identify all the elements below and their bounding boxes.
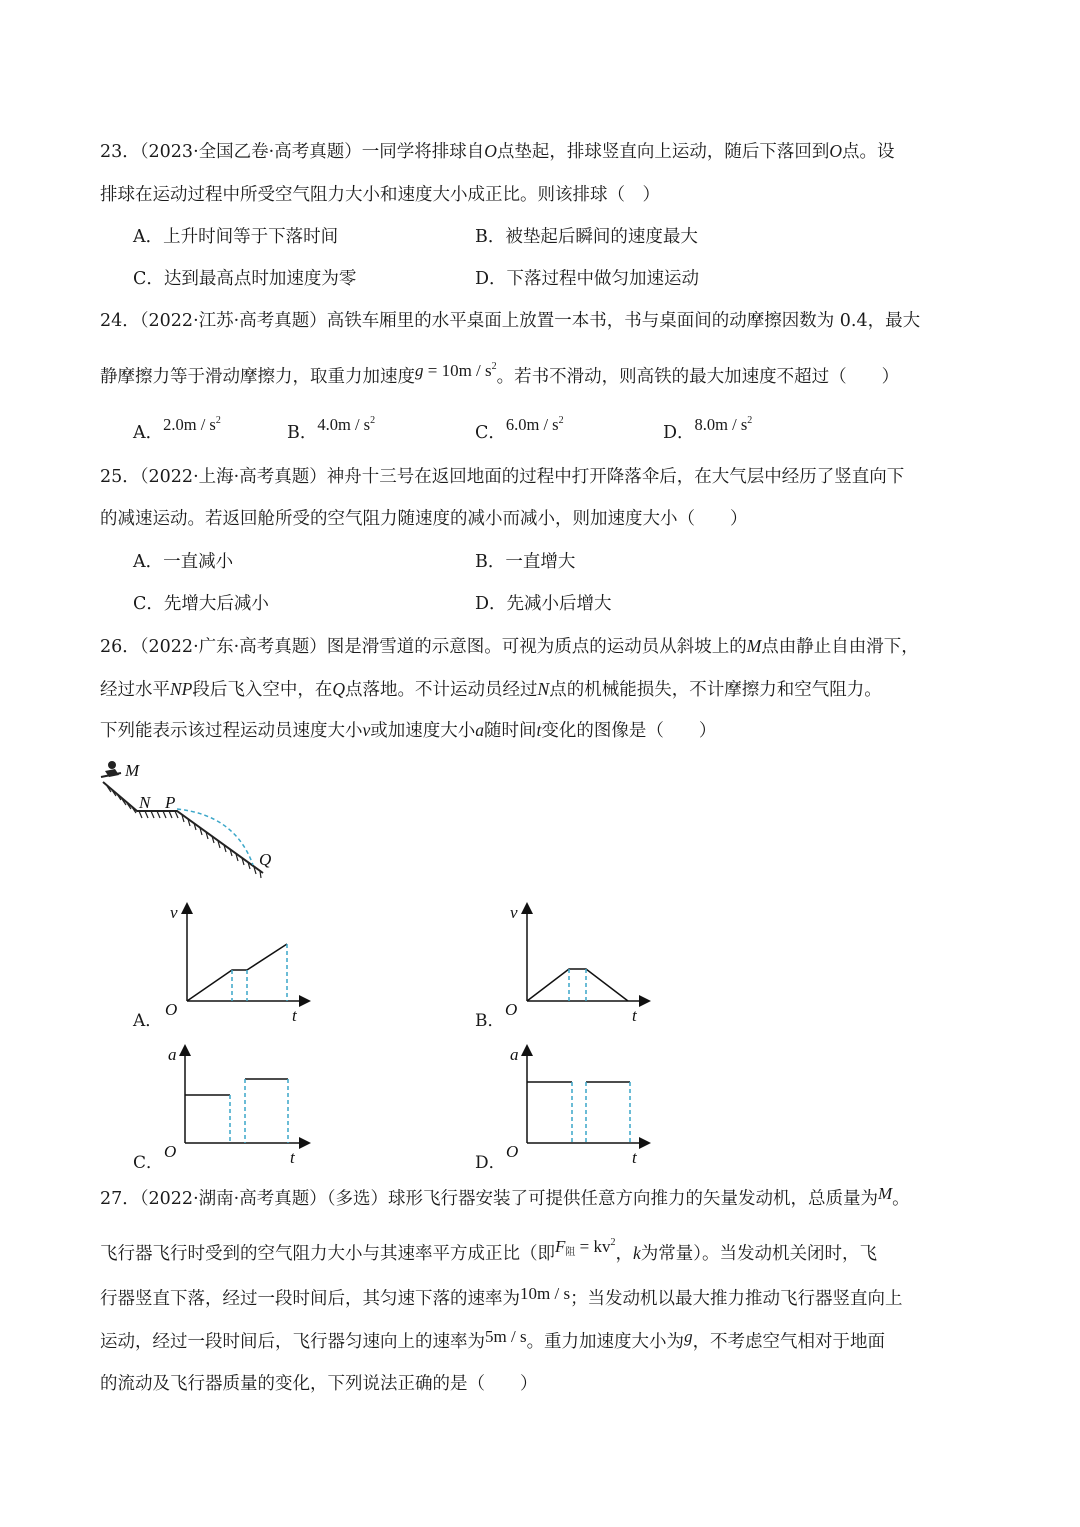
symbol-g: g	[684, 1327, 693, 1346]
q23-line2: 排球在运动过程中所受空气阻力大小和速度大小成正比。则该排球（ ）	[100, 185, 660, 205]
q24-option-d[interactable]	[663, 415, 753, 443]
label-n: N	[139, 793, 151, 812]
ski-slope-figure	[95, 755, 295, 885]
q24-text: 。若书不滑动，则高铁的最大加速度不超过（ ）	[496, 367, 900, 387]
q25-option-a[interactable]: A．一直减小	[133, 552, 234, 572]
v-t-curve	[527, 969, 628, 1001]
q23-option-b[interactable]: B．被垫起后瞬间的速度最大	[475, 227, 698, 247]
speed-value: 5m / s	[485, 1327, 527, 1346]
exponent: 2	[491, 361, 497, 372]
q25-text: 神舟十三号在返回地面的过程中打开降落伞后，在大气层中经历了竖直向下	[326, 467, 905, 487]
point-q: Q	[332, 679, 346, 699]
origin-label: O	[505, 1000, 518, 1019]
q25-option-b[interactable]: B．一直增大	[475, 552, 576, 572]
graph-a[interactable]	[160, 898, 310, 1028]
symbol-f: F	[555, 1237, 566, 1256]
symbol-k: k	[632, 1243, 641, 1263]
q26-text: 经过水平	[100, 680, 170, 700]
exponent: 2	[215, 415, 221, 426]
q25-source: （2022·上海·高考真题）	[139, 467, 327, 487]
q23-text: 一同学将排球自	[361, 142, 485, 162]
x-axis-label: t	[290, 1148, 295, 1167]
option-value	[317, 415, 375, 434]
graph-d-label[interactable]: D．	[475, 1153, 506, 1173]
q26-line3	[100, 722, 716, 741]
label-m: M	[125, 761, 140, 780]
v-t-curve	[187, 944, 287, 1001]
q27-line5: 的流动及飞行器质量的变化，下列说法正确的是（ ）	[100, 1374, 538, 1394]
q27-text: （多选）球形飞行器安装了可提供任意方向推力的矢量发动机，总质量为	[326, 1189, 878, 1209]
q23-text: 点垫起，排球竖直向上运动，随后下落回到	[496, 142, 830, 162]
exponent: 2	[747, 415, 753, 426]
y-axis-label: a	[168, 1045, 177, 1064]
q23-source: （2023·全国乙卷·高考真题）	[139, 142, 362, 162]
origin-label: O	[164, 1142, 177, 1161]
q24-text: 高铁车厢里的水平桌面上放置一本书，书与桌面间的动摩擦因数为 0.4，最大	[326, 311, 921, 331]
point-o: O	[829, 141, 842, 161]
x-axis-label: t	[292, 1006, 297, 1025]
graph-d[interactable]	[502, 1040, 652, 1170]
q26-text: 随时间	[484, 721, 537, 741]
q26-text: 点的机械能损失，不计摩擦力和空气阻力。	[549, 680, 882, 700]
q24-line2	[100, 361, 900, 387]
value-text: 2.0m / s	[163, 415, 216, 434]
graph-b[interactable]	[502, 898, 652, 1028]
exponent: 2	[610, 1237, 616, 1248]
q27-text: 。重力加速度大小为	[526, 1332, 685, 1352]
q27-number: 27．	[100, 1189, 140, 1209]
option-label: D．	[663, 423, 695, 443]
option-value	[163, 415, 221, 434]
q23-option-a[interactable]: A．上升时间等于下落时间	[133, 227, 339, 247]
slope-hatching	[107, 786, 261, 878]
q26-text: 点由静止自由滑下，	[761, 637, 919, 657]
q24-text: 静摩擦力等于滑动摩擦力，取重力加速度	[100, 367, 415, 387]
graph-c[interactable]	[160, 1040, 310, 1170]
q26-text: 图是滑雪道的示意图。可视为质点的运动员从斜坡上的	[326, 637, 747, 657]
option-label: C．	[475, 423, 506, 443]
q27-text: 为常量）。当发动机关闭时，飞	[640, 1244, 878, 1264]
q24-source: （2022·江苏·高考真题）	[139, 311, 327, 331]
subscript: 阻	[565, 1247, 576, 1258]
q27-text: 。	[892, 1189, 910, 1209]
q27-line3	[100, 1284, 903, 1309]
q27-line1	[100, 1184, 910, 1209]
q27-text: 运动，经过一段时间后，飞行器匀速向上的速率为	[100, 1332, 485, 1352]
q23-line1	[100, 143, 894, 162]
q26-text: 点落地。不计运动员经过	[345, 680, 538, 700]
skier-icon	[101, 761, 121, 777]
option-value	[695, 415, 753, 434]
q23-text: 点。设	[841, 142, 895, 162]
q23-option-d[interactable]: D．下落过程中做匀加速运动	[475, 269, 700, 289]
exponent: 2	[558, 415, 564, 426]
value-text: 6.0m / s	[505, 415, 559, 434]
speed-value: 10m / s	[520, 1284, 571, 1303]
graph-c-label[interactable]: C．	[133, 1153, 164, 1173]
q24-line1	[100, 313, 920, 331]
q26-line1	[100, 638, 919, 657]
q24-number: 24．	[100, 311, 140, 331]
q23-number: 23．	[100, 142, 140, 162]
q26-text: 或加速度大小	[370, 721, 476, 741]
q27-line2	[100, 1237, 878, 1265]
gravity-formula	[415, 361, 497, 380]
g-symbol: g	[415, 361, 424, 380]
option-label: A．	[133, 423, 164, 443]
q27-text: 行器竖直下落，经过一段时间后，其匀速下落的速率为	[100, 1289, 520, 1309]
formula-rhs: = kv	[579, 1237, 611, 1256]
option-value	[506, 415, 564, 434]
origin-label: O	[506, 1142, 519, 1161]
q26-number: 26．	[100, 637, 140, 657]
x-axis-label: t	[632, 1006, 637, 1025]
q27-source: （2022·湖南·高考真题）	[139, 1189, 327, 1209]
q26-text: 段后飞入空中，在	[192, 680, 333, 700]
q27-text: ，不考虑空气相对于地面	[692, 1332, 886, 1352]
q23-option-c[interactable]: C．达到最高点时加速度为零	[133, 269, 357, 289]
q25-line2: 的减速运动。若返回舱所受的空气阻力随速度的减小而减小，则加速度大小（ ）	[100, 509, 748, 529]
graph-b-label[interactable]: B．	[475, 1011, 505, 1031]
g-value: = 10m / s	[427, 361, 492, 380]
q26-line2	[100, 681, 882, 700]
point-m: M	[746, 636, 762, 656]
q27-text: 飞行器飞行时受到的空气阻力大小与其速率平方成正比（即	[100, 1244, 555, 1264]
q26-text: 下列能表示该过程运动员速度大小	[100, 721, 363, 741]
option-label: B．	[287, 423, 318, 443]
label-p: P	[165, 793, 176, 812]
q24-option-b[interactable]	[287, 415, 376, 443]
q25-option-d[interactable]: D．先减小后增大	[475, 594, 612, 614]
q25-number: 25．	[100, 467, 140, 487]
value-text: 4.0m / s	[317, 415, 371, 434]
segment-np: NP	[170, 679, 193, 699]
q27-text: ，	[615, 1244, 633, 1264]
symbol-m: M	[877, 1184, 893, 1203]
slope-line	[103, 782, 263, 873]
q24-option-a[interactable]	[133, 415, 221, 443]
symbol-a: a	[475, 720, 485, 740]
point-o: O	[484, 141, 497, 161]
symbol-t: t	[536, 720, 542, 740]
graph-a-label[interactable]: A．	[133, 1011, 163, 1031]
q27-text: ；当发动机以最大推力推动飞行器竖直向上	[570, 1289, 903, 1309]
y-axis-label: v	[170, 903, 178, 922]
q26-text: 变化的图像是（ ）	[541, 721, 717, 741]
y-axis-label: v	[510, 903, 518, 922]
value-text: 8.0m / s	[694, 415, 748, 434]
x-axis-label: t	[632, 1148, 637, 1167]
symbol-v: v	[362, 720, 371, 740]
label-q: Q	[259, 850, 272, 869]
point-n: N	[537, 679, 550, 699]
q26-source: （2022·广东·高考真题）	[139, 637, 327, 657]
drag-formula	[555, 1237, 615, 1256]
q24-option-c[interactable]	[475, 415, 564, 443]
y-axis-label: a	[510, 1045, 519, 1064]
q25-line1	[100, 469, 904, 487]
q27-line4	[100, 1327, 886, 1352]
exponent: 2	[370, 415, 376, 426]
origin-label: O	[165, 1000, 178, 1019]
q25-option-c[interactable]: C．先增大后减小	[133, 594, 269, 614]
